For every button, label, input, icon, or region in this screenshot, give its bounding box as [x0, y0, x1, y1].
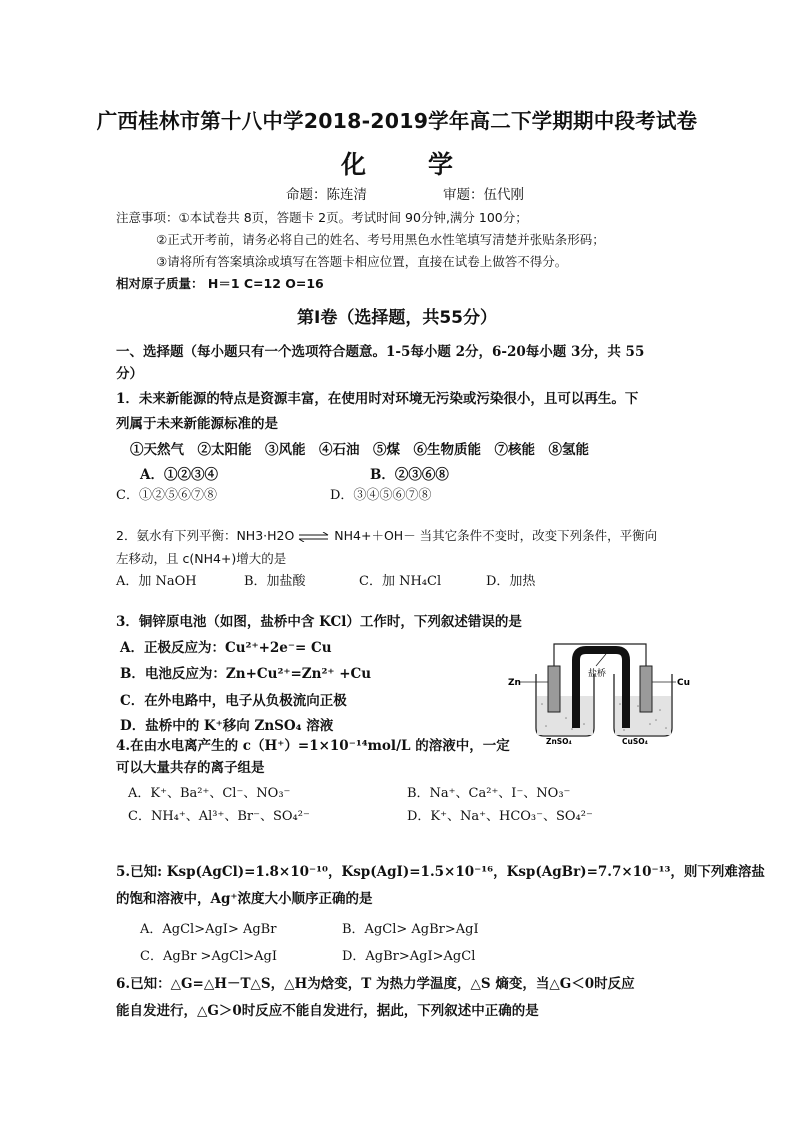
q4-option-d: D．K⁺、Na⁺、HCO₃⁻、SO₄²⁻	[407, 809, 593, 824]
q1-option-b: B．②③⑥⑧	[370, 467, 449, 483]
subject-char-1: 化	[340, 150, 366, 179]
q5-option-d: D．AgBr>AgI>AgCl	[342, 949, 476, 964]
notes-item-2: ②正式开考前，请务必将自己的姓名、考号用黑色水性笔填写清楚并张贴条形码；	[156, 232, 605, 247]
q3-option-a: A．正极反应为：Cu²⁺+2e⁻= Cu	[120, 640, 332, 656]
q6-stem-2: 能自发进行，△G＞0时反应不能自发进行，据此，下列叙述中正确的是	[116, 1003, 539, 1019]
cu-label: Cu	[677, 678, 691, 688]
setter: 命题：陈连清	[286, 187, 367, 203]
q4-option-a: A．K⁺、Ba²⁺、Cl⁻、NO₃⁻	[128, 786, 291, 801]
q3-option-c: C．在外电路中，电子从负极流向正极	[120, 693, 347, 709]
q2-option-b: B．加盐酸	[244, 574, 306, 589]
q2-stem-2: 左移动，且 c(NH4+)增大的是	[116, 551, 287, 566]
subject-title	[0, 145, 794, 181]
notes-item-3: ③请将所有答案填涂或填写在答题卡相应位置，直接在试卷上做答不得分。	[156, 254, 568, 269]
znso4-solution	[537, 696, 593, 735]
equilibrium-arrow-icon	[298, 532, 330, 542]
copper-electrode	[640, 666, 652, 712]
q1-items: ①天然气 ②太阳能 ③风能 ④石油 ⑤煤 ⑥生物质能 ⑦核能 ⑧氢能	[130, 442, 589, 458]
q5-stem-1: 5.已知: Ksp(AgCl)=1.8×10⁻¹⁰，Ksp(AgI)=1.5×10⁻¹⁶，Ksp(AgBr)=7.7×10⁻¹³，则下列难溶盐	[116, 864, 765, 880]
galvanic-cell-figure	[506, 636, 696, 744]
notes-line-1	[116, 208, 528, 226]
q5-option-b: B．AgCl> AgBr>AgI	[342, 922, 479, 937]
exam-title: 广西桂林市第十八中学2018-2019学年高二下学期期中段考试卷	[96, 109, 698, 133]
subject-char-2: 学	[428, 150, 454, 179]
q5-option-c: C．AgBr >AgCl>AgI	[140, 949, 278, 964]
q1-option-c: C．①②⑤⑥⑦⑧	[116, 488, 217, 503]
q6-stem-1: 6.已知：△G=△H－T△S，△H为焓变，T 为热力学温度，△S 熵变，当△G＜0时反应	[116, 976, 635, 992]
q3-option-b: B．电池反应为：Zn+Cu²⁺=Zn²⁺ +Cu	[120, 666, 372, 682]
q1-stem-2: 列属于未来新能源标准的是	[116, 416, 278, 432]
section-intro-line-2: 分）	[116, 366, 143, 382]
q4-stem-1: 4.在由水电离产生的 c（H⁺）=1×10⁻¹⁴mol/L 的溶液中，一定	[116, 738, 510, 754]
q4-option-c: C．NH₄⁺、Al³⁺、Br⁻、SO₄²⁻	[128, 809, 310, 824]
q4-option-b: B．Na⁺、Ca²⁺、I⁻、NO₃⁻	[407, 786, 571, 801]
q1-option-d: D．③④⑤⑥⑦⑧	[330, 488, 432, 503]
section-heading: 第Ⅰ卷（选择题，共55分）	[297, 308, 497, 328]
q2-option-a: A．加 NaOH	[116, 574, 197, 589]
q2-option-c: C．加 NH₄Cl	[359, 574, 442, 589]
reviewer: 审题：伍代刚	[443, 187, 524, 203]
q3-stem: 3．铜锌原电池（如图，盐桥中含 KCl）工作时，下列叙述错误的是	[116, 614, 522, 630]
q2-stem-1	[116, 526, 657, 544]
q4-stem-2: 可以大量共存的离子组是	[116, 760, 265, 776]
q3-option-d: D．盐桥中的 K⁺移向 ZnSO₄ 溶液	[120, 718, 334, 734]
notes-item-1: ①本试卷共 8页，答题卡 2页。考试时间 90分钟,满分 100分；	[178, 210, 528, 225]
znso4-label: ZnSO₄	[546, 737, 572, 744]
q1-option-a: A．①②③④	[140, 467, 218, 483]
section-intro-line-1: 一、选择题（每小题只有一个选项符合题意。1-5每小题 2分，6-20每小题 3分，共 55	[116, 344, 645, 360]
zinc-electrode	[548, 666, 560, 712]
q5-option-a: A．AgCl>AgI> AgBr	[140, 922, 277, 937]
salt-bridge-label: 盐桥	[588, 669, 607, 679]
q5-stem-2: 的饱和溶液中，Ag⁺浓度大小顺序正确的是	[116, 891, 373, 907]
atomic-masses: 相对原子质量： H＝1 C=12 O=16	[116, 276, 324, 291]
q2-stem-post: NH4+＋OH－ 当其它条件不变时，改变下列条件，平衡向	[334, 528, 658, 543]
q2-option-d: D．加热	[486, 574, 536, 589]
cuso4-label: CuSO₄	[622, 737, 648, 744]
zn-label: Zn	[508, 678, 521, 688]
q1-stem-1: 1．未来新能源的特点是资源丰富，在使用时对环境无污染或污染很小，且可以再生。下	[116, 391, 639, 407]
notes-label: 注意事项：	[116, 210, 179, 225]
q2-stem-pre: 2．氨水有下列平衡：NH3·H2O	[116, 528, 295, 543]
